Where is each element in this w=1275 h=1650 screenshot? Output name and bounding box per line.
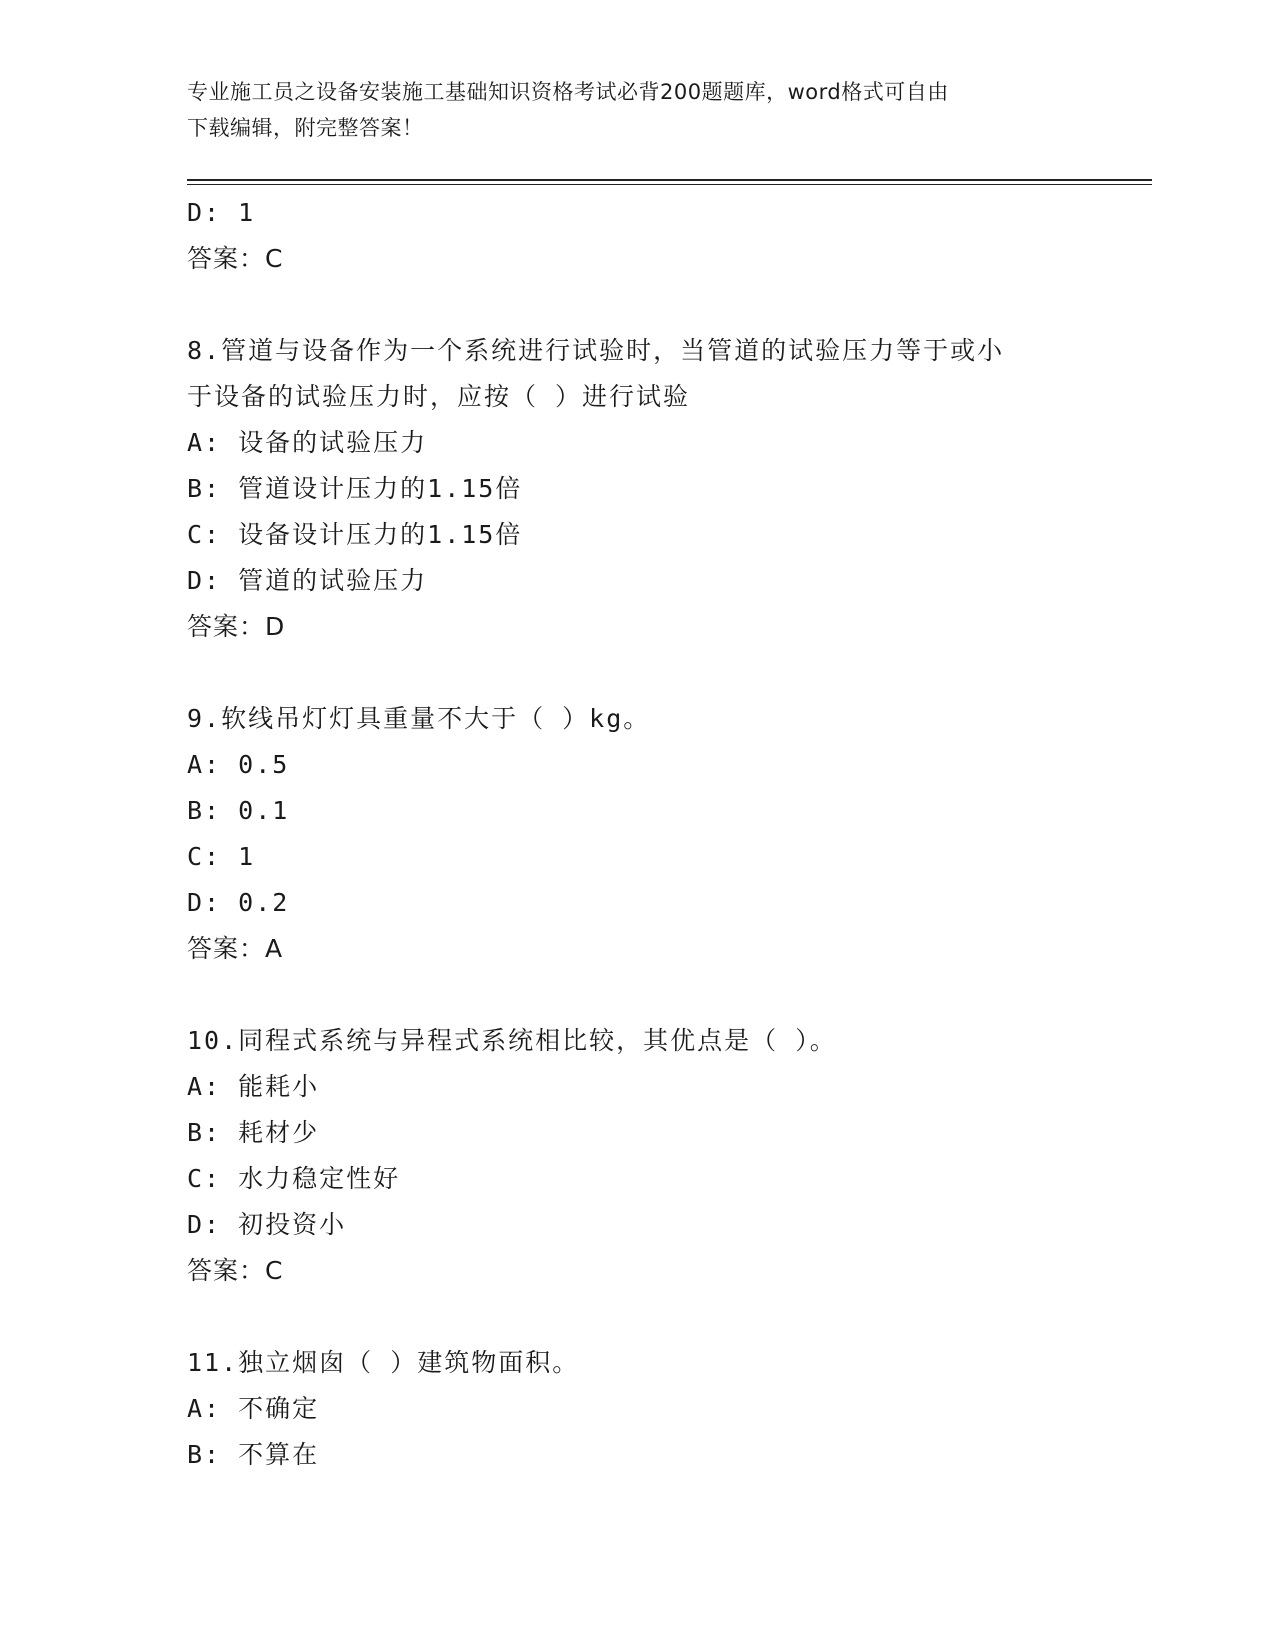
option-c: C: 1 xyxy=(187,842,256,871)
option-c: C: 水力稳定性好 xyxy=(187,1164,401,1193)
question-stem-continued: 于设备的试验压力时，应按（ ）进行试验 xyxy=(187,382,691,411)
answer: 答案：D xyxy=(187,612,286,641)
option-a: A: 设备的试验压力 xyxy=(187,428,428,457)
question-10 xyxy=(187,1018,1087,1294)
question-9 xyxy=(187,696,1087,972)
option-b: B: 0.1 xyxy=(187,796,290,825)
header-line-1: 专业施工员之设备安装施工基础知识资格考试必背200题题库，word格式可自由 xyxy=(187,80,949,104)
option-b: B: 耗材少 xyxy=(187,1118,320,1147)
option-d: D: 管道的试验压力 xyxy=(187,566,428,595)
question-11 xyxy=(187,1340,1087,1478)
question-stem: 11.独立烟囱（ ）建筑物面积。 xyxy=(187,1348,580,1377)
option-a: A: 不确定 xyxy=(187,1394,320,1423)
header-divider-thick xyxy=(187,179,1152,181)
spacer xyxy=(187,972,1087,1018)
option-b: B: 不算在 xyxy=(187,1440,320,1469)
option-a: A: 0.5 xyxy=(187,750,290,779)
question-content xyxy=(187,190,1087,1478)
spacer xyxy=(187,650,1087,696)
question-stem: 9.软线吊灯灯具重量不大于（ ）kg。 xyxy=(187,704,651,733)
question-stem: 10.同程式系统与异程式系统相比较，其优点是（ ）。 xyxy=(187,1026,837,1055)
question-8 xyxy=(187,328,1087,650)
spacer xyxy=(187,1294,1087,1340)
header-divider-thin xyxy=(187,184,1152,185)
header-line-2: 下载编辑，附完整答案！ xyxy=(187,116,424,140)
answer: 答案：A xyxy=(187,934,284,963)
answer: 答案：C xyxy=(187,1256,284,1285)
document-header xyxy=(187,74,1067,146)
option-a: A: 能耗小 xyxy=(187,1072,320,1101)
lead-option-d: D: 1 xyxy=(187,198,256,227)
lead-answer: 答案：C xyxy=(187,244,284,273)
question-stem: 8.管道与设备作为一个系统进行试验时，当管道的试验压力等于或小 xyxy=(187,336,1005,365)
option-d: D: 0.2 xyxy=(187,888,290,917)
option-b: B: 管道设计压力的1.15倍 xyxy=(187,474,523,503)
spacer xyxy=(187,282,1087,328)
option-d: D: 初投资小 xyxy=(187,1210,347,1239)
option-c: C: 设备设计压力的1.15倍 xyxy=(187,520,523,549)
